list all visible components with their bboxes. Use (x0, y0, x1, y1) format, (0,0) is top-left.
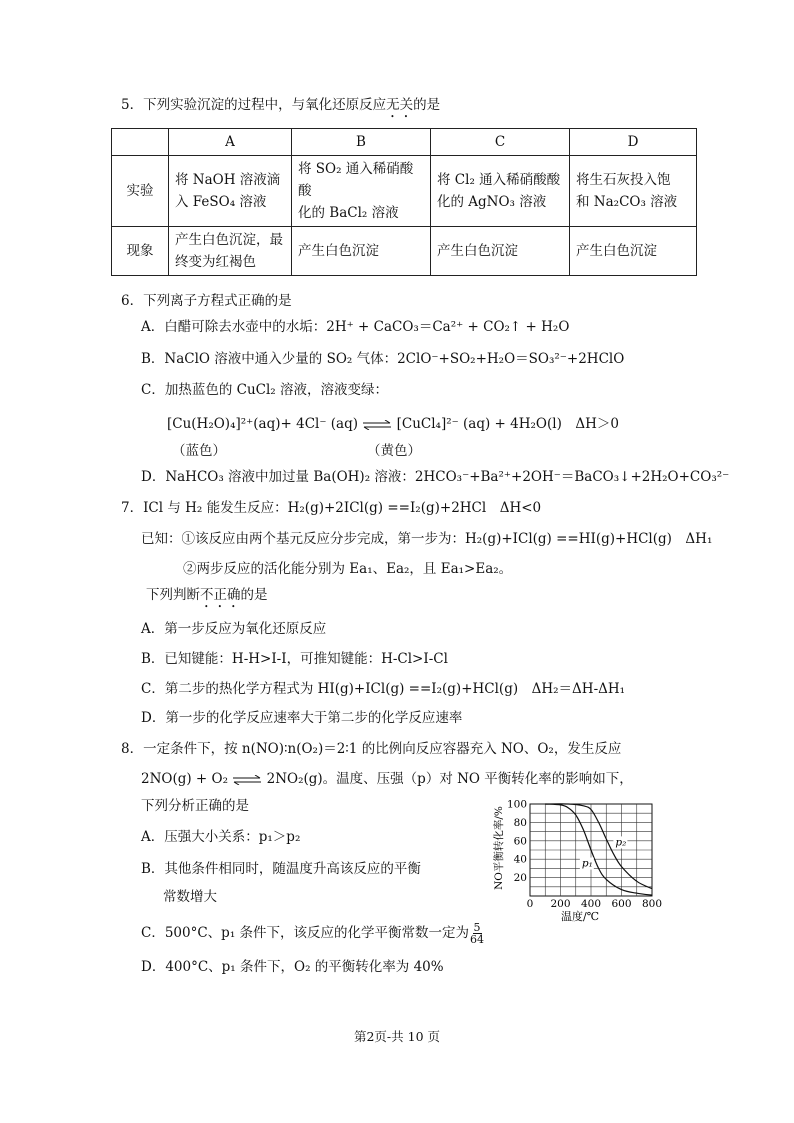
q5-stem: 5．下列实验沉淀的过程中，与氧化还原反应无关的是 (121, 97, 441, 113)
y-tick-label: 100 (506, 798, 527, 811)
q6-c-note-blue: （蓝色） (172, 443, 226, 459)
y-axis-label: NO平衡转化率/% (493, 806, 505, 890)
y-tick-label: 40 (513, 853, 527, 866)
y-tick-label: 20 (513, 872, 527, 885)
q7-known-2: ②两步反应的活化能分别为 Ea₁、Ea₂，且 Ea₁>Ea₂。 (183, 561, 513, 577)
table-cell: 将 SO₂ 通入稀硝酸酸 化的 BaCl₂ 溶液 (292, 156, 431, 227)
table-cell: 将 NaOH 溶液滴 入 FeSO₄ 溶液 (169, 156, 292, 227)
y-tick-label: 60 (513, 835, 527, 848)
no-conversion-chart (490, 796, 670, 926)
x-tick-label: 800 (641, 898, 663, 910)
x-tick-label: 200 (550, 898, 571, 910)
table-cell: 产生白色沉淀 (292, 227, 431, 276)
page-footer: 第2页-共 10 页 (353, 1029, 441, 1044)
q8-option-b-line1: B．其他条件相同时，随温度升高该反应的平衡 (141, 861, 421, 877)
q6-option-d: D．NaHCO₃ 溶液中加过量 Ba(OH)₂ 溶液：2HCO₃⁻+Ba²⁺+2OH⁻＝BaCO₃↓+2H₂O+CO₃²⁻ (141, 469, 730, 485)
q6-c-note-yellow: （黄色） (367, 443, 421, 459)
table-header-cell (112, 129, 169, 156)
q8-option-b-line2: 常数增大 (163, 889, 217, 905)
q8-option-a: A．压强大小关系：p₁＞p₂ (141, 829, 301, 845)
table-header-cell: D (570, 129, 697, 156)
q7-judge: 下列判断不正确的是 (146, 587, 268, 603)
table-header-row (112, 129, 697, 156)
table-cell: 产生白色沉淀 (570, 227, 697, 276)
x-tick-label: 400 (580, 898, 602, 910)
table-header-cell: C (431, 129, 570, 156)
x-tick-label: 600 (611, 898, 632, 910)
table-cell: 产生白色沉淀，最 终变为红褐色 (169, 227, 292, 276)
row-label-obs: 现象 (112, 227, 169, 276)
table-header-cell: A (169, 129, 292, 156)
q7-option-d: D．第一步的化学反应速率大于第二步的化学反应速率 (141, 710, 463, 726)
equilibrium-arrow-icon (362, 420, 392, 430)
q7-option-a: A．第一步反应为氧化还原反应 (141, 621, 327, 637)
q8-stem-1: 8．一定条件下，按 n(NO)∶n(O₂)＝2∶1 的比例向反应容器充入 NO、O₂，发生反应 (121, 741, 622, 757)
q7-known-1: 已知：①该反应由两个基元反应分步完成，第一步为：H₂(g)+ICl(g) ==HI(g)+HCl(g) ΔH₁ (141, 531, 713, 547)
equilibrium-arrow-icon (232, 775, 262, 785)
fraction: $\frac{5}{64}$ (470, 921, 485, 946)
y-tick-label: 80 (513, 816, 527, 829)
q6-c-equation: [Cu(H₂O)₄]²⁺(aq)+ 4Cl⁻ (aq) [CuCl₄]²⁻ (aq) + 4H₂O(l) ΔH＞0 (167, 416, 619, 432)
q6-option-b: B．NaClO 溶液中通入少量的 SO₂ 气体：2ClO⁻+SO₂+H₂O＝SO₃²⁻+2HClO (141, 351, 625, 367)
q8-option-d: D．400°C、p₁ 条件下，O₂ 的平衡转化率为 40% (141, 959, 444, 975)
table-cell: 将 Cl₂ 通入稀硝酸酸 化的 AgNO₃ 溶液 (431, 156, 570, 227)
table-cell: 产生白色沉淀 (431, 227, 570, 276)
q6-option-a: A．白醋可除去水壶中的水垢：2H⁺ + CaCO₃＝Ca²⁺ + CO₂↑ + H₂O (141, 319, 570, 335)
q5-table (111, 128, 697, 276)
table-row (112, 156, 697, 227)
q7-option-c: C．第二步的热化学方程式为 HI(g)+ICl(g) ==I₂(g)+HCl(g) ΔH₂＝ΔH-ΔH₁ (141, 681, 626, 697)
q6-stem: 6．下列离子方程式正确的是 (121, 293, 292, 309)
row-label-exp: 实验 (112, 156, 169, 227)
series-label: p₁ (581, 857, 593, 870)
series-label: p₂ (615, 836, 627, 849)
q8-stem-3: 下列分析正确的是 (141, 798, 249, 814)
x-axis-label: 温度/℃ (560, 910, 600, 923)
table-row (112, 227, 697, 276)
x-tick-label: 0 (526, 898, 534, 910)
q8-option-c: C．500°C、p₁ 条件下，该反应的化学平衡常数一定为 $\frac{5}{64}$ (141, 921, 485, 946)
q7-stem: 7．ICl 与 H₂ 能发生反应：H₂(g)+2ICl(g) ==I₂(g)+2HCl ΔH<0 (121, 500, 542, 516)
table-cell: 将生石灰投入饱 和 Na₂CO₃ 溶液 (570, 156, 697, 227)
q7-option-b: B．已知键能：H-H>I-I，可推知键能：H-Cl>I-Cl (141, 651, 448, 667)
series-line-2 (545, 804, 652, 889)
q8-stem-2: 2NO(g) + O₂ 2NO₂(g)。温度、压强（p）对 NO 平衡转化率的影响如下， (141, 771, 633, 787)
q6-option-c: C．加热蓝色的 CuCl₂ 溶液，溶液变绿： (141, 382, 388, 398)
table-header-cell: B (292, 129, 431, 156)
